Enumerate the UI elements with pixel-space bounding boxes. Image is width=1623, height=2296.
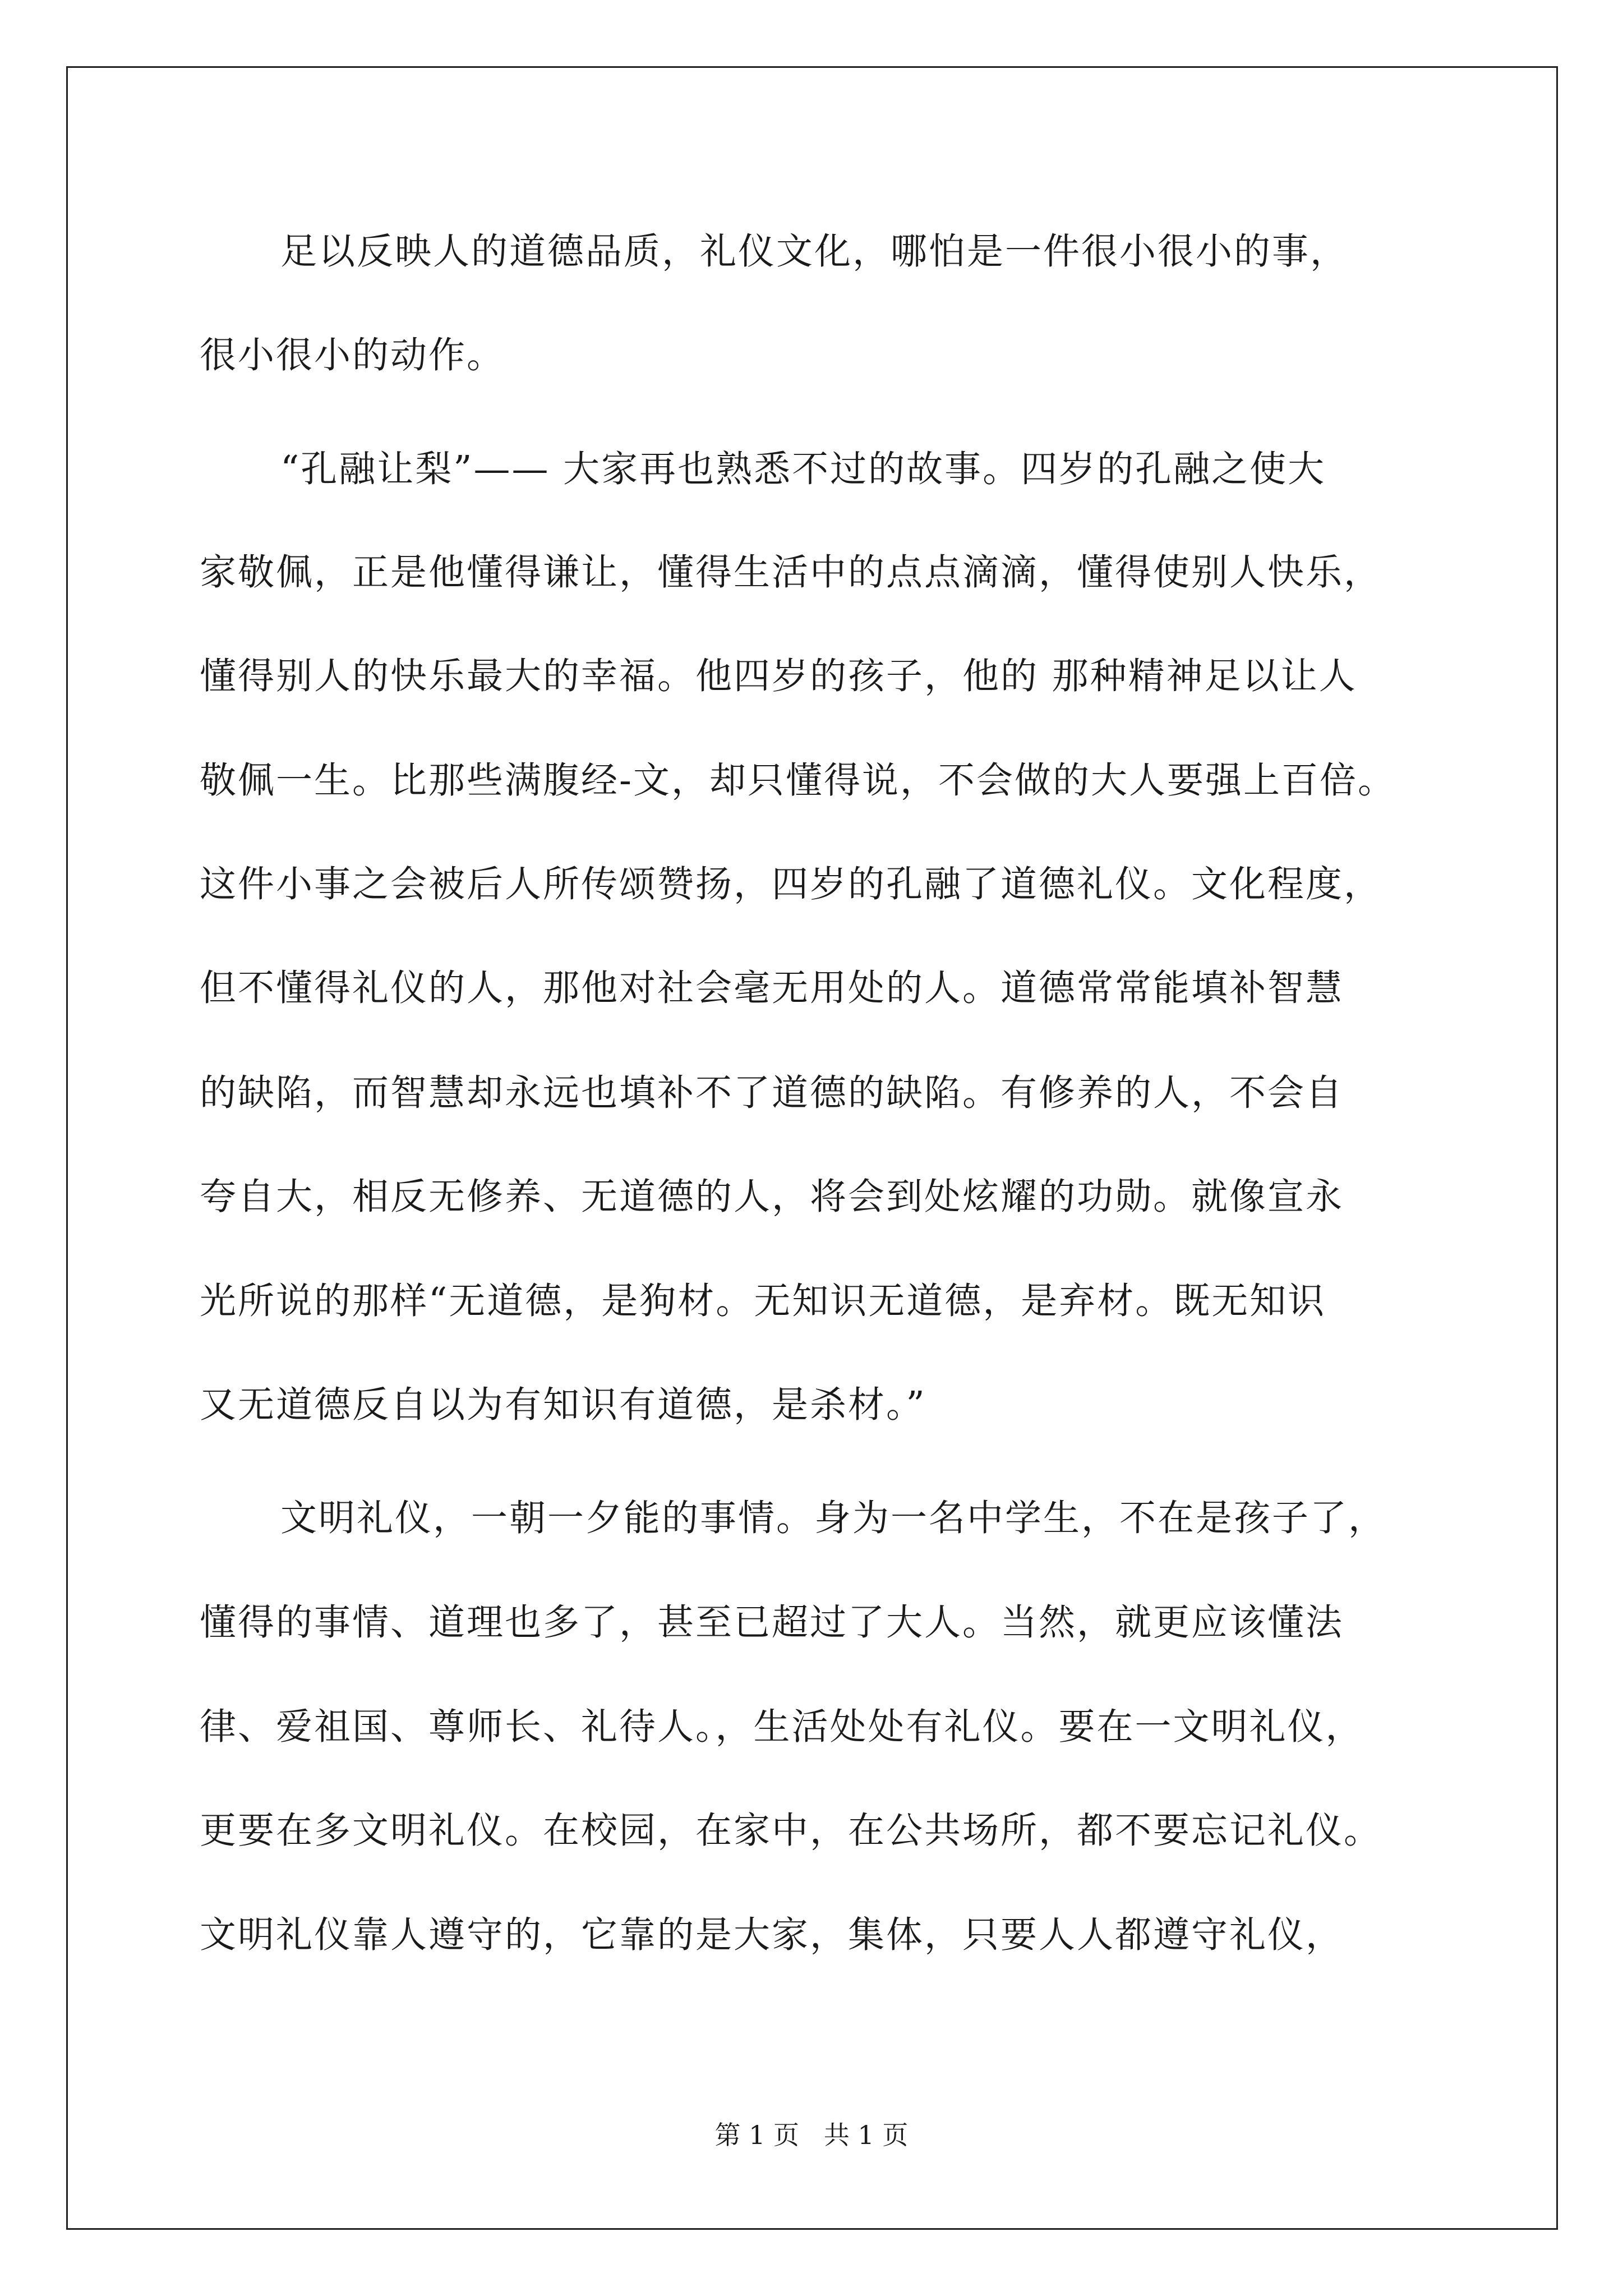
text-line: 懂得的事情、道理也多了，甚至已超过了大人。当然，就更应该懂法	[200, 1602, 1344, 1644]
text-line: 文明礼仪，一朝一夕能的事情。身为一名中学生，不在是孩子了，	[280, 1497, 1387, 1539]
text-line: 这件小事之会被后人所传颂赞扬，四岁的孔融了道德礼仪。文化程度，	[200, 863, 1382, 905]
text-line: 夸自大，相反无修养、无道德的人，将会到处炫耀的功勋。就像宣永	[200, 1176, 1344, 1218]
text-line: 懂得别人的快乐最大的幸福。他四岁的孩子，他的 那种精神足以让人	[200, 655, 1357, 697]
text-line: 足以反映人的道德品质，礼仪文化，哪怕是一件很小很小的事，	[280, 231, 1349, 273]
text-line: 的缺陷，而智慧却永远也填补不了道德的缺陷。有修养的人，不会自	[200, 1072, 1344, 1114]
text-line: 更要在多文明礼仪。在校园，在家中，在公共场所，都不要忘记礼仪。	[200, 1810, 1382, 1852]
text-line: 文明礼仪靠人遵守的，它靠的是大家，集体，只要人人都遵守礼仪，	[200, 1914, 1344, 1956]
text-line: 家敬佩，正是他懂得谦让，懂得生活中的点点滴滴，懂得使别人快乐，	[200, 551, 1382, 593]
text-line: “孔融让梨”—— 大家再也熟悉不过的故事。四岁的孔融之使大	[280, 448, 1326, 490]
text-line: 很小很小的动作。	[200, 334, 505, 376]
text-line: 但不懂得礼仪的人，那他对社会毫无用处的人。道德常常能填补智慧	[200, 967, 1344, 1009]
text-line: 又无道德反自以为有知识有道德，是杀材。”	[200, 1384, 926, 1426]
text-line: 敬佩一生。比那些满腹经-文，却只懂得说，不会做的大人要强上百倍。	[200, 760, 1396, 802]
page-border	[66, 66, 1558, 2230]
text-line: 律、爱祖国、尊师长、礼待人。，生活处处有礼仪。要在一文明礼仪，	[200, 1706, 1364, 1748]
text-line: 光所说的那样“无道德，是狗材。无知识无道德，是弃材。既无知识	[200, 1280, 1326, 1322]
page-number-footer: 第 1 页 共 1 页	[714, 2120, 909, 2150]
